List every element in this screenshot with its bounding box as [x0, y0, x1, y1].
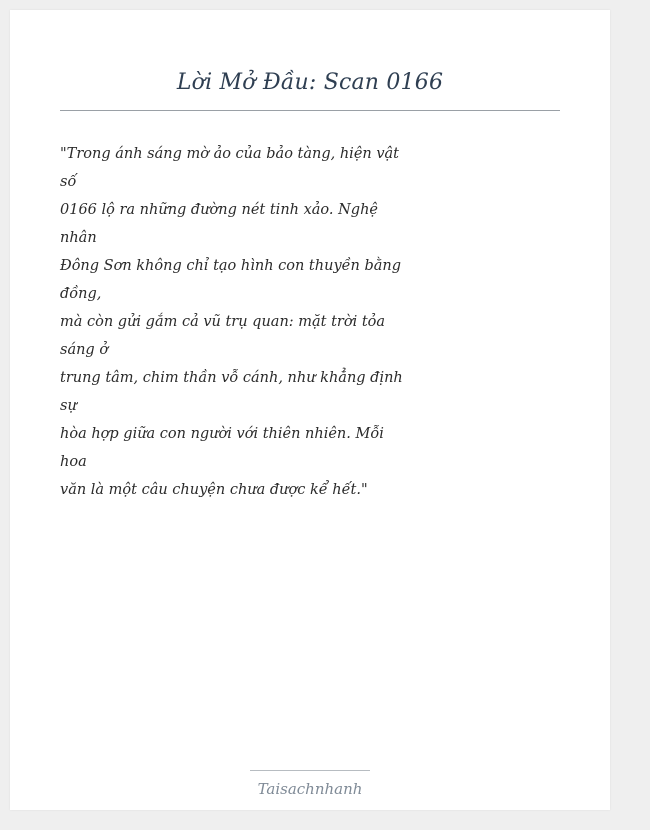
body-line: hòa hợp giữa con người với thiên nhiên. Mỗi — [60, 426, 384, 442]
title-divider — [60, 110, 560, 111]
document-body — [60, 140, 403, 504]
footer-brand: Taisachnhanh — [257, 780, 363, 798]
body-line: mà còn gửi gắm cả vũ trụ quan: mặt trời tỏa — [60, 314, 386, 330]
footer-divider — [250, 770, 370, 771]
document-title: Lời Mở Đầu: Scan 0166 — [176, 70, 444, 95]
body-line: hoa — [60, 454, 87, 470]
body-line: văn là một câu chuyện chưa được kể hết." — [60, 482, 368, 498]
body-line: sáng ở — [60, 342, 109, 358]
body-line: đồng, — [60, 286, 102, 302]
body-line: Đông Sơn không chỉ tạo hình con thuyền bằng — [60, 258, 402, 274]
body-line: số — [60, 174, 77, 190]
body-line: "Trong ánh sáng mờ ảo của bảo tàng, hiện vật — [60, 146, 400, 162]
body-line: sự — [60, 398, 77, 414]
body-line: nhân — [60, 230, 97, 246]
body-line: trung tâm, chim thần vỗ cánh, như khẳng định — [60, 370, 403, 386]
document-page — [10, 10, 610, 810]
body-line: 0166 lộ ra những đường nét tinh xảo. Nghệ — [60, 202, 379, 218]
